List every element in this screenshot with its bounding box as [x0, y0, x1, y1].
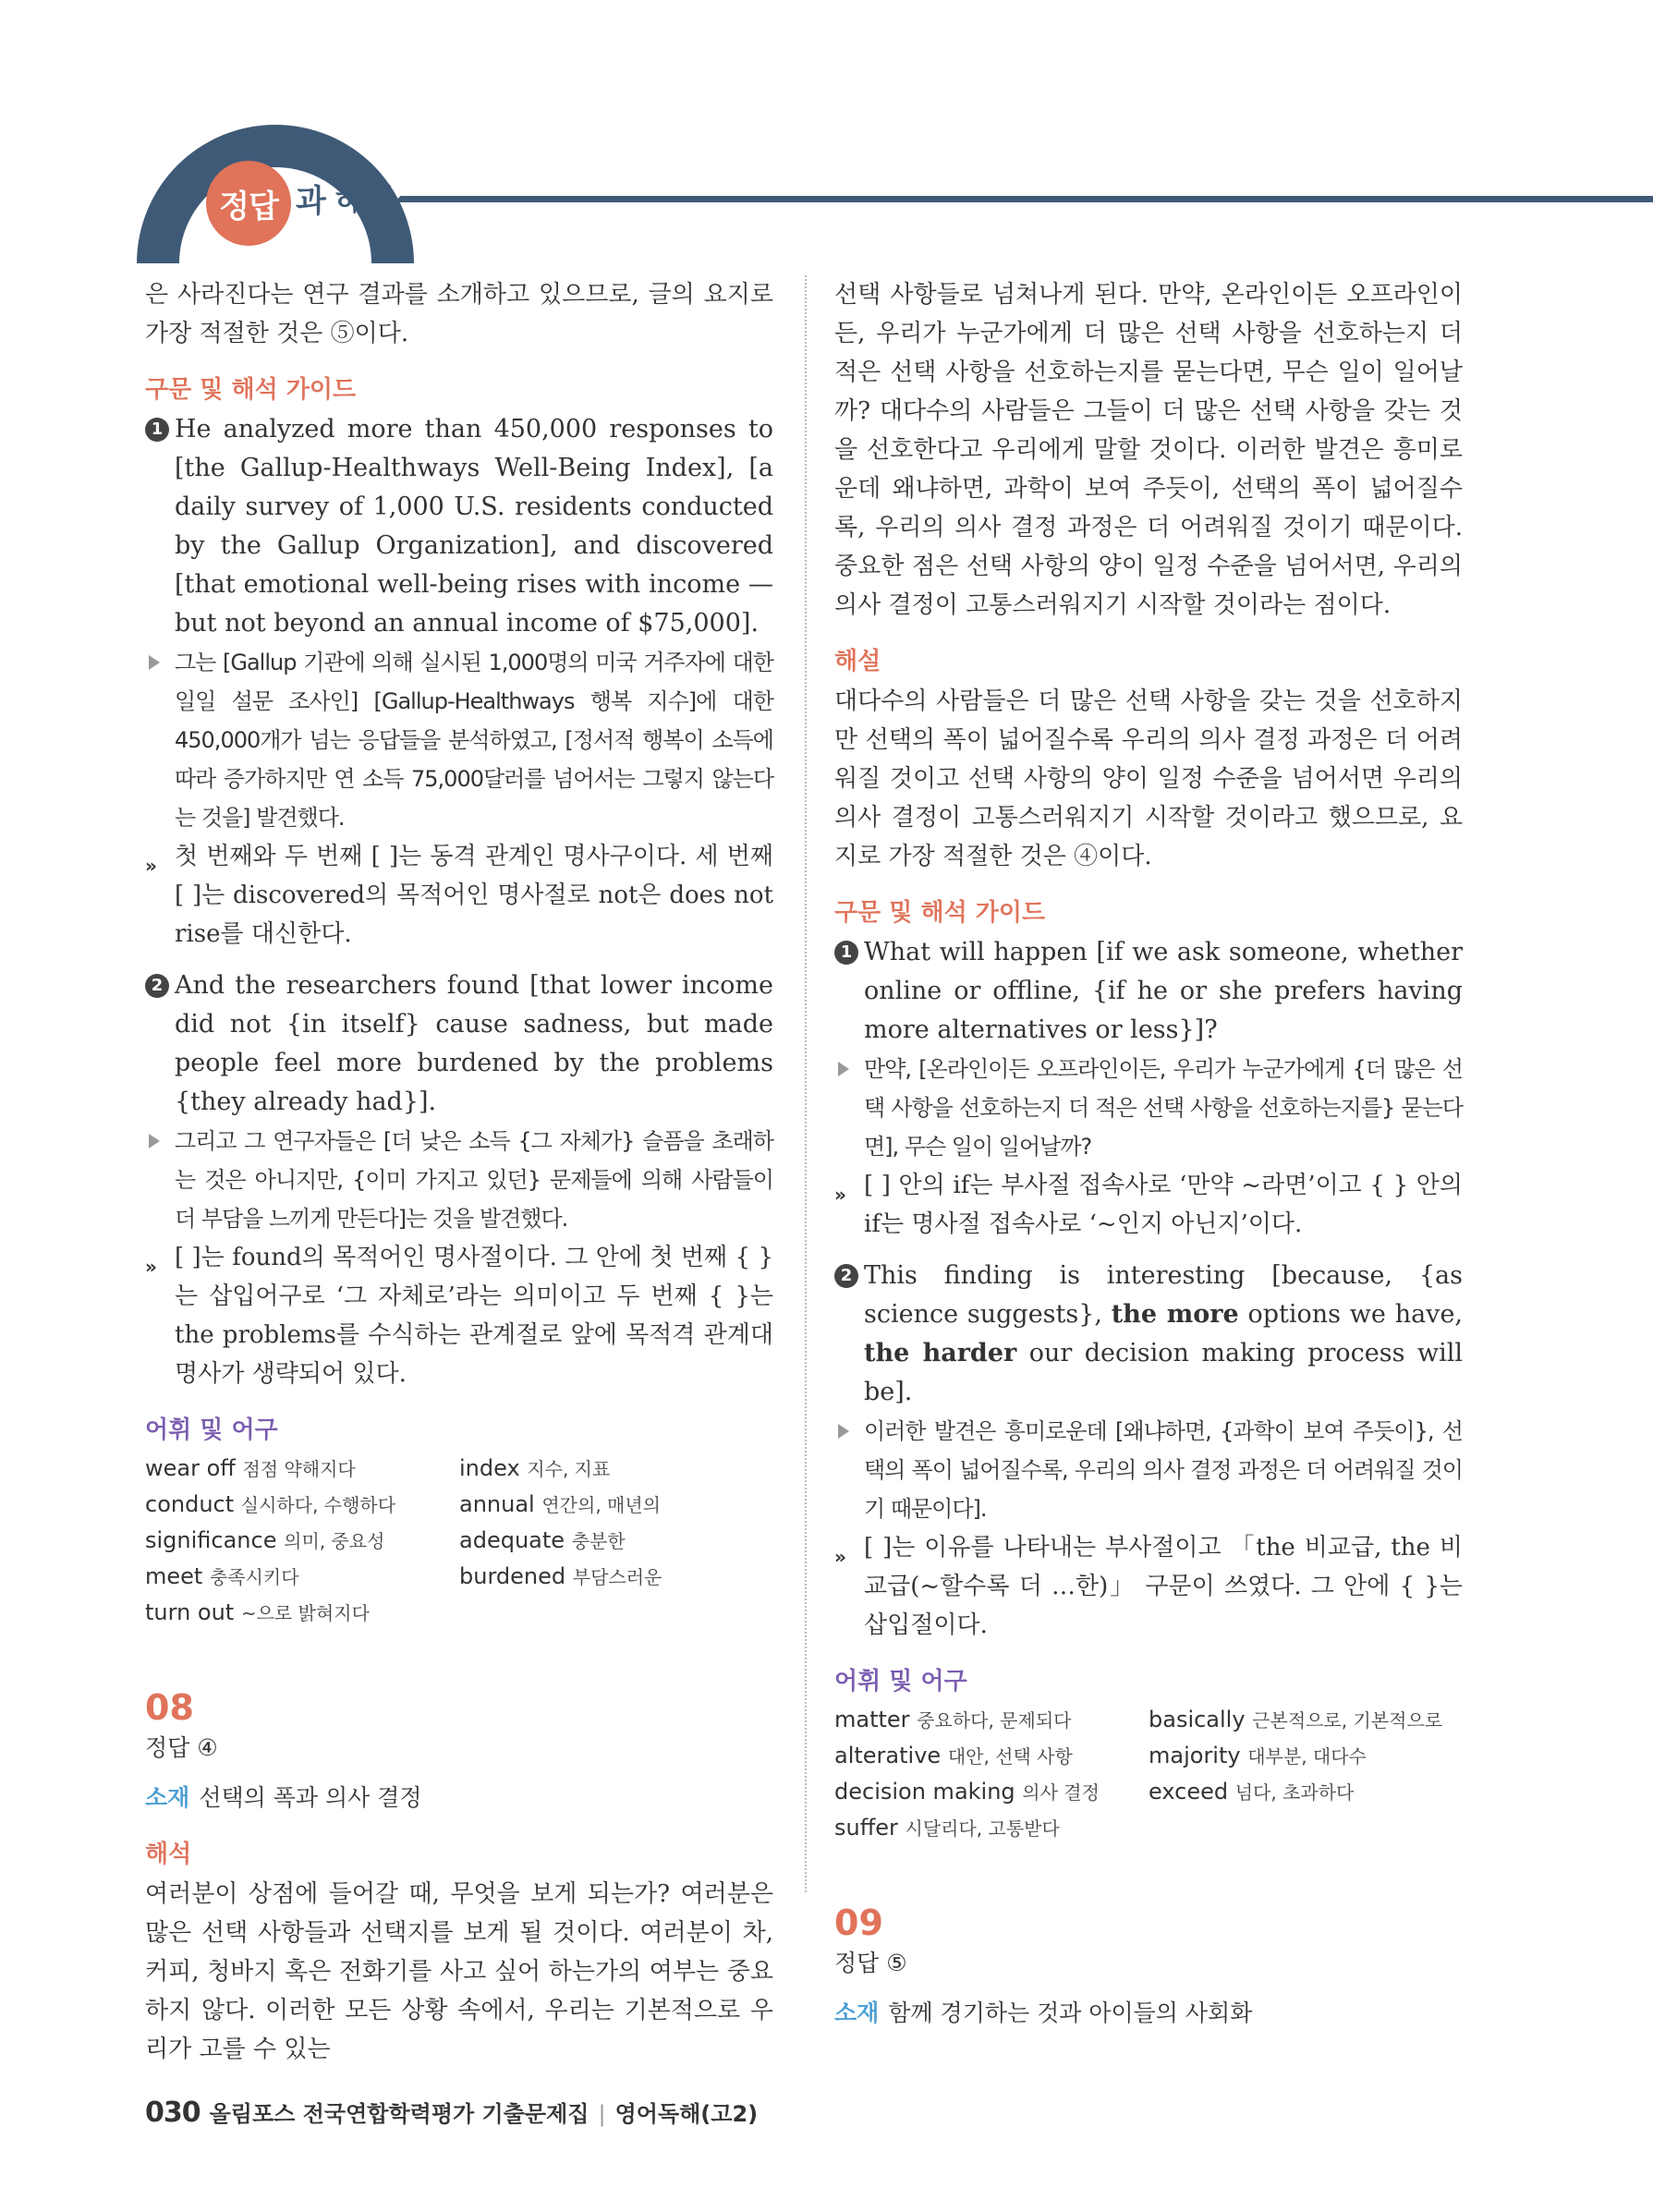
triangle-bullet-icon — [838, 1062, 849, 1076]
note-2 — [834, 1528, 1463, 1645]
vocab-item: alterative 대안, 선택 사항 — [834, 1743, 1073, 1768]
vocab-item: majority 대부분, 대다수 — [1149, 1743, 1367, 1768]
sentence-number-1: 1 — [145, 418, 169, 442]
sentence-1-korean: 그는 [Gallup 기관에 의해 실시된 1,000명의 미국 거주자에 대한 일일 설문 조사인] [Gallup-Healthways 행복 지수]에 대한 450,000개가 넘는 응답들을 분석하였고, [정서적 행복이 소득에 따라 증가하지만 연 소득 75,000달러를 넘어서는 그렇지 않는다는 것을] 발견했다. — [175, 650, 773, 831]
explanation-heading: 해설 — [834, 648, 881, 675]
sentence-1-korean: 만약, [온라인이든 오프라인이든, 우리가 누군가에게 {더 많은 선택 사항을 선호하는지 더 적은 선택 사항을 선호하는지를} 묻는다면], 무슨 일이 일어날까? — [864, 1056, 1463, 1160]
vocab-item: adequate 충분한 — [459, 1527, 626, 1553]
sentence-2-english: And the researchers found [that lower income did not {in itself} cause sadness, but made people feel more burdened by the problems {they already had}]. — [175, 971, 773, 1116]
vocab-item: suffer 시달리다, 고통받다 — [834, 1815, 1060, 1841]
vocab-item: conduct 실시하다, 수행하다 — [145, 1491, 396, 1517]
triangle-bullet-icon — [149, 655, 160, 670]
triangle-bullet-icon — [149, 1134, 160, 1149]
topic-key: 소재 — [834, 1999, 880, 2026]
translation-2 — [834, 1412, 1463, 1528]
header-title: 과 해설 — [296, 183, 395, 220]
sentence-number-2: 2 — [834, 1264, 858, 1288]
vocab-list — [834, 1702, 1463, 1846]
topic-text: 선택의 폭과 의사 결정 — [199, 1784, 422, 1811]
vocab-item: matter 중요하다, 문제되다 — [834, 1707, 1072, 1732]
triangle-bullet-icon — [838, 1424, 849, 1439]
intro-text: 은 사라진다는 연구 결과를 소개하고 있으므로, 글의 요지로 가장 적절한 것은 ⑤이다. — [145, 281, 773, 347]
sentence-2-note: [ ]는 이유를 나타내는 부사절이고 「the 비교급, the 비교급(~할수록 더 …한)」 구문이 쓰였다. 그 안에 { }는 삽입절이다. — [864, 1534, 1463, 1639]
sentence-1-english: He analyzed more than 450,000 responses to [the Gallup-Healthways Well-Being Index], [a daily survey of 1,000 U.S. residents conducted by the Gallup Organization], and discovered [that emotional well-being rises with income — but not beyond an annual income of $75,000]. — [175, 415, 773, 638]
interp-heading: 해석 — [145, 1841, 192, 1868]
double-chevron-icon: » — [834, 1184, 843, 1206]
question-number: 09 — [834, 1902, 883, 1943]
topic-key: 소재 — [145, 1784, 190, 1811]
double-chevron-icon: » — [145, 855, 153, 877]
vocab-item: meet 충족시키다 — [145, 1563, 299, 1589]
sentence-number-1: 1 — [834, 941, 858, 965]
sentence-1 — [145, 410, 773, 643]
note-2 — [145, 1238, 773, 1393]
sentence-2-korean: 그리고 그 연구자들은 [더 낮은 소득 {그 자체가} 슬픔을 초래하는 것은 아니지만, {이미 가지고 있던} 문제들에 의해 사람들이 더 부담을 느끼게 만든다]는 것을 발견했다. — [175, 1128, 773, 1232]
translation-2 — [145, 1122, 773, 1238]
sentence-2 — [145, 966, 773, 1122]
topic-line — [145, 1779, 773, 1817]
vocab-item: index 지수, 지표 — [459, 1455, 611, 1481]
sentence-2-note: [ ]는 found의 목적어인 명사절이다. 그 안에 첫 번째 { }는 삽입어구로 ‘그 자체로’라는 의미이고 두 번째 { }는 the problems를 수식하는 관계절로 앞에 목적격 관계대명사가 생략되어 있다. — [175, 1244, 773, 1388]
left-column — [145, 275, 773, 2069]
vocab-item: annual 연간의, 매년의 — [459, 1491, 661, 1517]
vocab-item: turn out ~으로 밝혀지다 — [145, 1599, 370, 1625]
header-badge: 정답 — [206, 161, 291, 246]
sentence-2-english: This finding is interesting [because, {as science suggests}, the more options we have, the harder our decision making process will be]. — [864, 1261, 1463, 1406]
translation-1 — [145, 643, 773, 837]
explanation-text: 대다수의 사람들은 더 많은 선택 사항을 갖는 것을 선호하지만 선택의 폭이 넓어질수록 우리의 의사 결정 과정은 더 어려워질 것이고 선택 사항의 양이 일정 수준을 넘어서면 우리의 의사 결정이 고통스러워지기 시작할 것이라고 했으므로, 요지로 가장 적절한 것은 ④이다. — [834, 687, 1463, 870]
note-1 — [145, 837, 773, 954]
guide-heading: 구문 및 해석 가이드 — [834, 899, 1046, 927]
sentence-1 — [834, 933, 1463, 1050]
sentence-1-note: [ ] 안의 if는 부사절 접속사로 ‘만약 ~라면’이고 { } 안의 if는 명사절 접속사로 ‘~인지 아닌지’이다. — [864, 1172, 1463, 1238]
vocab-item: basically 근본적으로, 기본적으로 — [1149, 1707, 1443, 1732]
translation-1 — [834, 1050, 1463, 1166]
answer-line: 정답 ⑤ — [834, 1950, 907, 1976]
question-number: 08 — [145, 1687, 194, 1728]
right-column — [834, 275, 1463, 2033]
subject-title: 영어독해(고2) — [614, 2101, 759, 2127]
sentence-number-2: 2 — [145, 974, 169, 998]
sentence-2-korean: 이러한 발견은 흥미로운데 [왜냐하면, {과학이 보여 주듯이}, 선택의 폭이 넓어질수록, 우리의 의사 결정 과정은 더 어려워질 것이기 때문이다]. — [864, 1418, 1463, 1522]
vocab-item: exceed 넘다, 초과하다 — [1149, 1779, 1355, 1805]
guide-heading: 구문 및 해석 가이드 — [145, 376, 357, 404]
footer-separator: | — [598, 2101, 606, 2127]
topic-text: 함께 경기하는 것과 아이들의 사회화 — [888, 1999, 1253, 2026]
header-rule — [420, 196, 1653, 202]
sentence-2 — [834, 1257, 1463, 1412]
book-title: 올림포스 전국연합학력평가 기출문제집 — [209, 2101, 589, 2127]
double-chevron-icon: » — [145, 1256, 153, 1278]
interp-continued: 선택 사항들로 넘쳐나게 된다. 만약, 온라인이든 오프라인이든, 우리가 누군가에게 더 많은 선택 사항을 선호하는지 더 적은 선택 사항을 선호하는지를 묻는다면, 무슨 일이 일어날까? 대다수의 사람들은 그들이 더 많은 선택 사항을 갖는 것을 선호한다고 우리에게 말할 것이다. 이러한 발견은 흥미로운데 왜냐하면, 과학이 보여 주듯이, 선택의 폭이 넓어질수록, 우리의 의사 결정 과정은 더 어려워질 것이기 때문이다. 중요한 점은 선택 사항의 양이 일정 수준을 넘어서면, 우리의 의사 결정이 고통스러워지기 시작할 것이라는 점이다. — [834, 281, 1463, 619]
page-number: 030 — [145, 2097, 201, 2129]
vocab-item: decision making 의사 결정 — [834, 1779, 1100, 1805]
sentence-1-english: What will happen [if we ask someone, whether online or offline, {if he or she prefers having more alternatives or less}]? — [864, 938, 1463, 1044]
vocab-item: wear off 점점 약해지다 — [145, 1455, 356, 1481]
vocab-heading: 어휘 및 어구 — [834, 1668, 967, 1695]
column-divider — [805, 275, 807, 1892]
page-footer — [145, 2096, 758, 2129]
interp-text: 여러분이 상점에 들어갈 때, 무엇을 보게 되는가? 여러분은 많은 선택 사항들과 선택지를 보게 될 것이다. 여러분이 차, 커피, 청바지 혹은 전화기를 사고 싶어 하는가의 여부는 중요하지 않다. 이러한 모든 상황 속에서, 우리는 기본적으로 우리가 고를 수 있는 — [145, 1880, 773, 2063]
note-1 — [834, 1166, 1463, 1244]
vocab-item: significance 의미, 중요성 — [145, 1527, 385, 1553]
vocab-heading: 어휘 및 어구 — [145, 1416, 278, 1444]
vocab-list — [145, 1451, 773, 1631]
vocab-item: burdened 부담스러운 — [459, 1563, 662, 1589]
answer-line: 정답 ④ — [145, 1734, 218, 1761]
topic-line — [834, 1994, 1463, 2033]
double-chevron-icon: » — [834, 1546, 843, 1568]
sentence-1-note: 첫 번째와 두 번째 [ ]는 동격 관계인 명사구이다. 세 번째 [ ]는 discovered의 목적어인 명사절로 not은 does not rise를 대신한다. — [175, 843, 773, 948]
